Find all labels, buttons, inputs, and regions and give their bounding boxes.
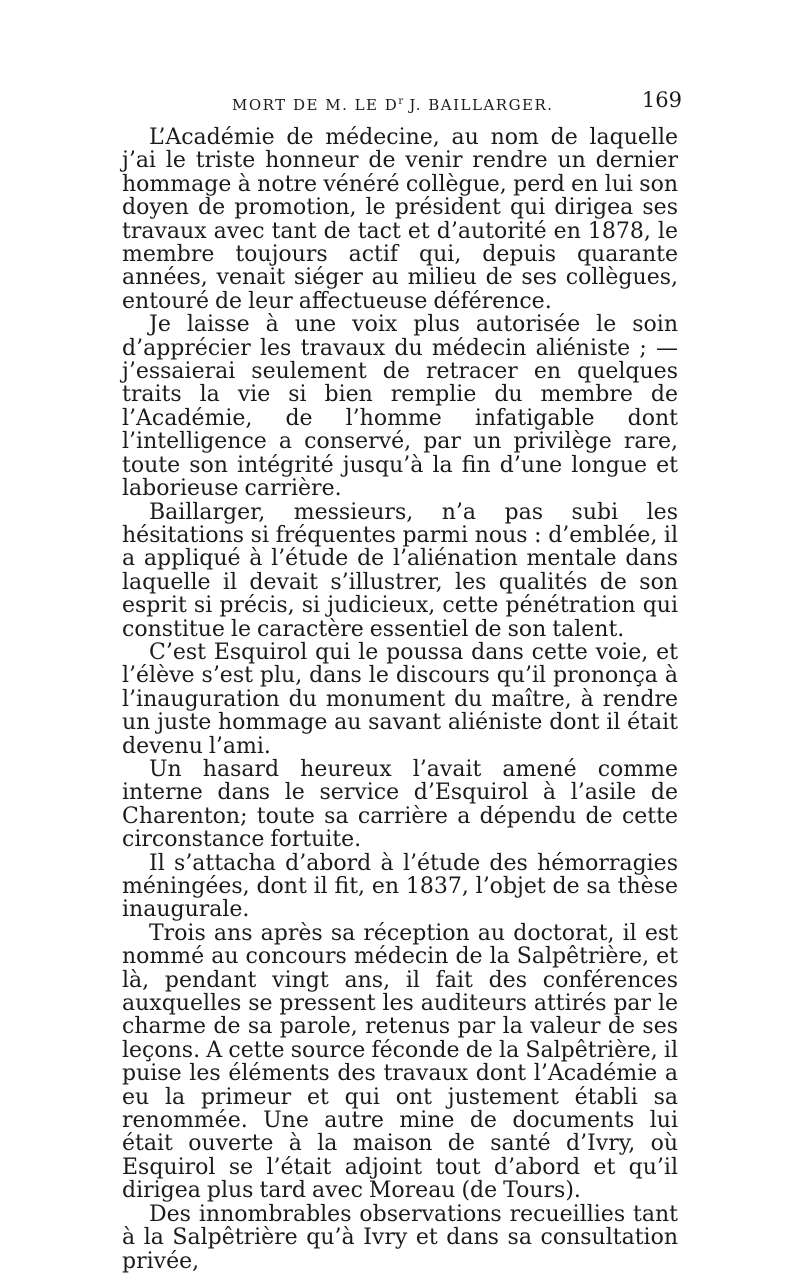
paragraph-3: Baillarger, messieurs, n’a pas subi les hésitations si fréquentes parmi nous : d’emblée, il a appliqué à l’étude de l’aliénation mentale dans laquelle il devait s’illustrer, les qualités de son esprit si précis, si judicieux, cette pénétration qui constitue le caractère essentiel de son talent. bbox=[122, 499, 678, 642]
body-text bbox=[122, 126, 678, 1273]
page-number: 169 bbox=[641, 88, 682, 112]
running-title-suffix: J. BAILLARGER. bbox=[403, 96, 554, 114]
running-title bbox=[232, 96, 554, 114]
paragraph-1: L’Académie de médecine, au nom de laquelle j’ai le triste honneur de venir rendre un dernier hommage à notre vénéré collègue, perd en lui son doyen de promotion, le président qui dirigea ses travaux avec tant de tact et d’autorité en 1878, le membre toujours actif qui, depuis quarante années, venait siéger au milieu de ses collègues, entouré de leur affectueuse déférence. bbox=[122, 125, 678, 314]
paragraph-4: C’est Esquirol qui le poussa dans cette voie, et l’élève s’est plu, dans le discours qu’il prononça à l’inauguration du monument du maître, à rendre un juste hommage au savant aliéniste dont il était devenu l’ami. bbox=[122, 639, 678, 759]
paragraph-6: Il s’attacha d’abord à l’étude des hémorragies méningées, dont il fit, en 1837, l’objet de sa thèse inaugurale. bbox=[122, 850, 678, 923]
paragraph-7: Trois ans après sa réception au doctorat, il est nommé au concours médecin de la Salpêtrière, et là, pendant vingt ans, il fait des conférences auxquelles se pressent les auditeurs attirés par le charme de sa parole, retenus par la valeur de ses leçons. A cette source féconde de la Salpêtrière, il puise les éléments des travaux dont l’Académie a eu la primeur et qui ont justement établi sa renommée. Une autre mine de documents lui était ouverte à la maison de santé d’Ivry, où Esquirol se l’était adjoint tout d’abord et qu’il dirigea plus tard avec Moreau (de Tours). bbox=[122, 920, 678, 1204]
paragraph-8: Des innombrables observations recueillies tant à la Salpêtrière qu’à Ivry et dans sa consultation privée, bbox=[122, 1201, 678, 1274]
running-title-prefix: MORT DE M. LE D bbox=[232, 96, 399, 114]
paragraph-2: Je laisse à une voix plus autorisée le soin d’apprécier les travaux du médecin aliéniste ; — j’essaierai seulement de retracer en quelques traits la vie si bien remplie du membre de l’Académie, de l’homme infatigable dont l’intelligence a conservé, par un privilège rare, toute son intégrité jusqu’à la fin d’une longue et laborieuse carrière. bbox=[122, 312, 678, 502]
running-title-superscript: r bbox=[398, 96, 404, 107]
paragraph-5: Un hasard heureux l’avait amené comme interne dans le service d’Esquirol à l’asile de Charenton; toute sa carrière a dépendu de cette circonstance fortuite. bbox=[122, 756, 678, 853]
page-header bbox=[122, 88, 682, 124]
